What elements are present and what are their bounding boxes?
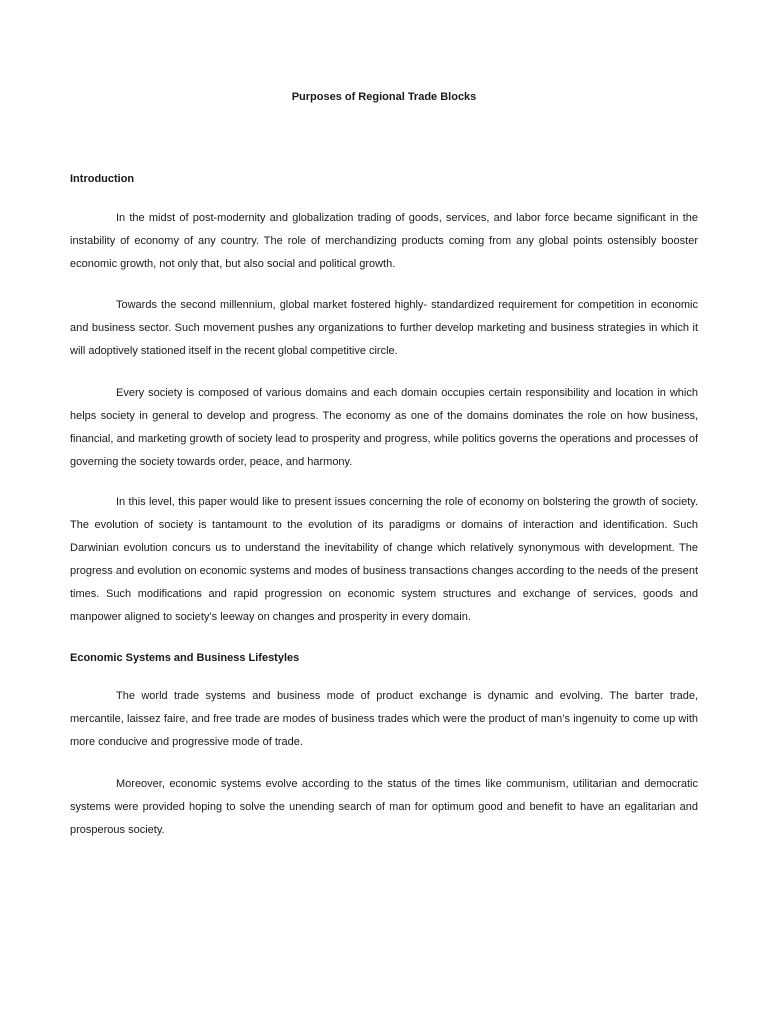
paragraph: Moreover, economic systems evolve according to the status of the times like communism, utilitarian and democratic systems were provided hoping to solve the unending search of man for optimum good and benefit to have an egalitarian and prosperous society.: [70, 778, 698, 836]
paragraph: The world trade systems and business mode of product exchange is dynamic and evolving. The barter trade, mercantile, laissez faire, and free trade are modes of business trades which were the product of man’s ingenuity to come up with more conducive and progressive mode of trade.: [70, 690, 698, 748]
section-heading-economic-systems: Economic Systems and Business Lifestyles: [70, 652, 300, 664]
paragraph: In this level, this paper would like to present issues concerning the role of economy on bolstering the growth of society. The evolution of society is tantamount to the evolution of its paradigms or domains of interaction and identification. Such Darwinian evolution concurs us to understand the inevitability of change which relatively synonymous with development. The progress and evolution on economic systems and modes of business transactions changes according to the needs of the present times. Such modifications and rapid progression on economic system structures and exchange of services, goods and manpower aligned to society’s leeway on changes and prosperity in every domain.: [70, 496, 698, 623]
paragraph: Every society is composed of various domains and each domain occupies certain responsibility and location in which helps society in general to develop and progress. The economy as one of the domains dominates the role on how business, financial, and marketing growth of society lead to prosperity and progress, while politics governs the operations and processes of governing the society towards order, peace, and harmony.: [70, 387, 698, 468]
document-title: Purposes of Regional Trade Blocks: [291, 91, 477, 103]
section-heading-introduction: Introduction: [70, 173, 135, 185]
paragraph: Towards the second millennium, global market fostered highly- standardized requirement for competition in economic and business sector. Such movement pushes any organizations to further develop marketing and business strategies in which it will adoptively stationed itself in the recent global competitive circle.: [70, 299, 698, 357]
paragraph: In the midst of post-modernity and globalization trading of goods, services, and labor force became significant in the instability of economy of any country. The role of merchandizing products coming from any global points ostensibly booster economic growth, not only that, but also social and political growth.: [70, 212, 698, 270]
